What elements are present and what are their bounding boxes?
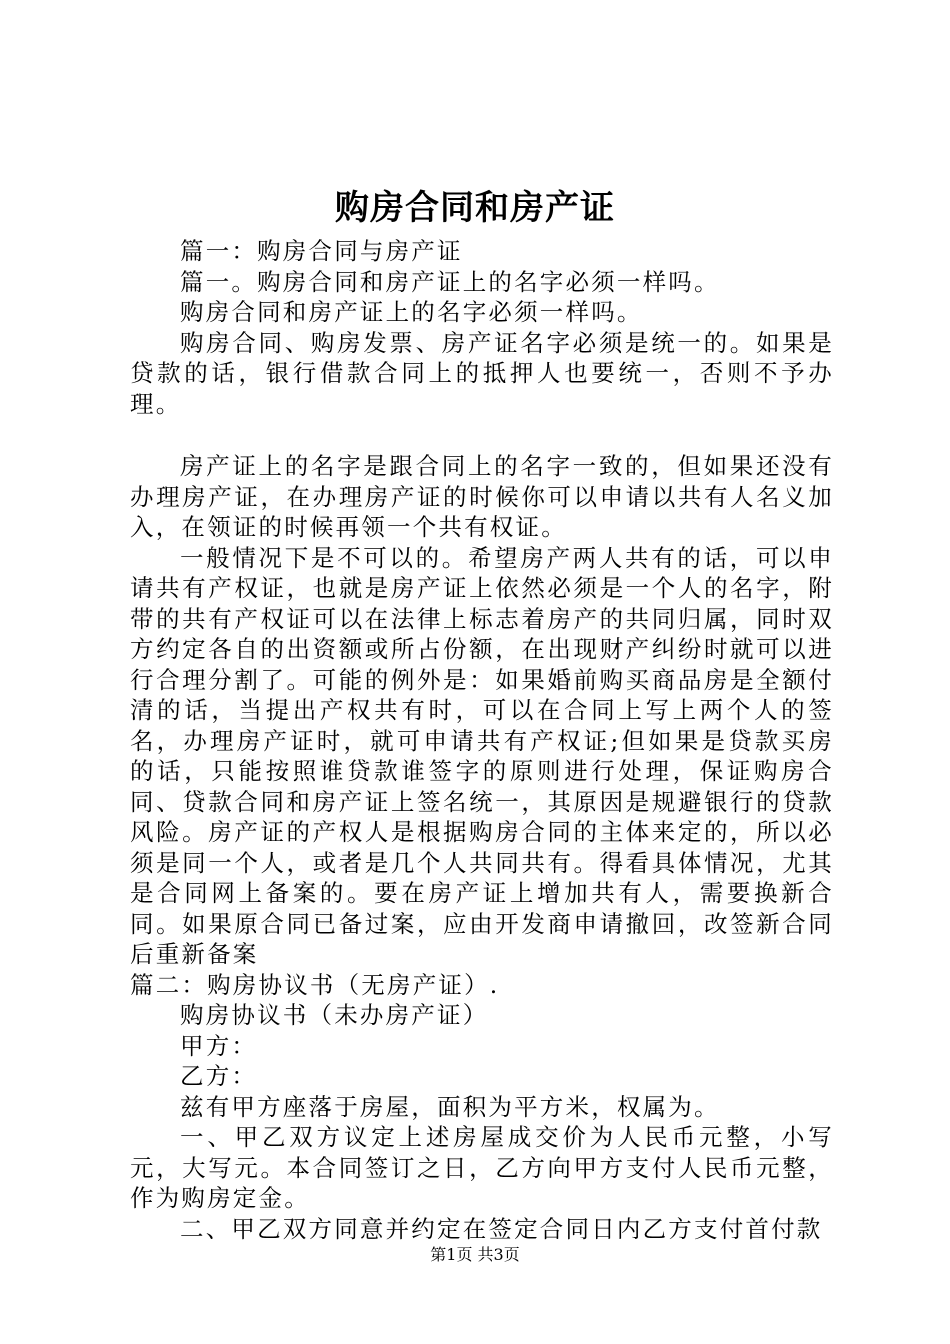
paragraph: 篇一：购房合同与房产证 — [180, 237, 463, 265]
paragraph: 购房协议书（未办房产证） — [180, 1001, 489, 1029]
page-footer — [0, 1243, 950, 1267]
clause: 一、甲乙双方议定上述房屋成交价为人民币元整，小写元，大写元。本合同签订之日，乙方向甲方支付人民币元整，作为购房定金。 — [130, 1123, 834, 1212]
section-heading: 篇二：购房协议书（无房产证）. — [130, 970, 500, 999]
clause: 二、甲乙双方同意并约定在签定合同日内乙方支付首付款 — [180, 1214, 823, 1243]
paragraph: 购房合同和房产证上的名字必须一样吗。 — [180, 298, 643, 326]
paragraph: 一般情况下是不可以的。希望房产两人共有的话，可以申请共有产权证，也就是房产证上依然必须是一个人的名字，附带的共有产权证可以在法律上标志着房产的共同归属，同时双方约定各自的出资额或所占份额，在出现财产纠纷时就可以进行合理分割了。可能的例外是：如果婚前购买商品房是全额付清的话，当提出产权共有时，可以在合同上写上两个人的签名，办理房产证时，就可申请共有产权证;但如果是贷款买房的话，只能按照谁贷款谁签字的原则进行处理，保证购房合同、贷款合同和房产证上签名统一，其原因是规避银行的贷款风险。房产证的产权人是根据购房合同的主体来定的，所以必须是同一个人，或者是几个人共同共有。得看具体情况，尤其是合同网上备案的。要在房产证上增加共有人，需要换新合同。如果原合同已备过案，应由开发商申请撤回，改签新合同后重新备案 — [130, 543, 834, 968]
paragraph: 房产证上的名字是跟合同上的名字一致的，但如果还没有办理房产证，在办理房产证的时候你可以申请以共有人名义加入，在领证的时候再领一个共有权证。 — [130, 452, 834, 541]
document-title: 购房合同和房产证 — [335, 188, 615, 228]
party-a-line: 甲方： — [180, 1031, 258, 1060]
paragraph-gap — [130, 419, 834, 451]
paragraph: 篇一。购房合同和房产证上的名字必须一样吗。 — [180, 267, 720, 296]
paragraph: 兹有甲方座落于房屋，面积为平方米，权属为。 — [180, 1092, 720, 1121]
party-b-line: 乙方： — [180, 1062, 258, 1090]
page-number: 第1页 共3页 — [430, 1245, 520, 1264]
paragraph: 购房合同、购房发票、房产证名字必须是统一的。如果是贷款的话，银行借款合同上的抵押人也要统一，否则不予办理。 — [130, 328, 834, 418]
document-body — [130, 236, 834, 1244]
